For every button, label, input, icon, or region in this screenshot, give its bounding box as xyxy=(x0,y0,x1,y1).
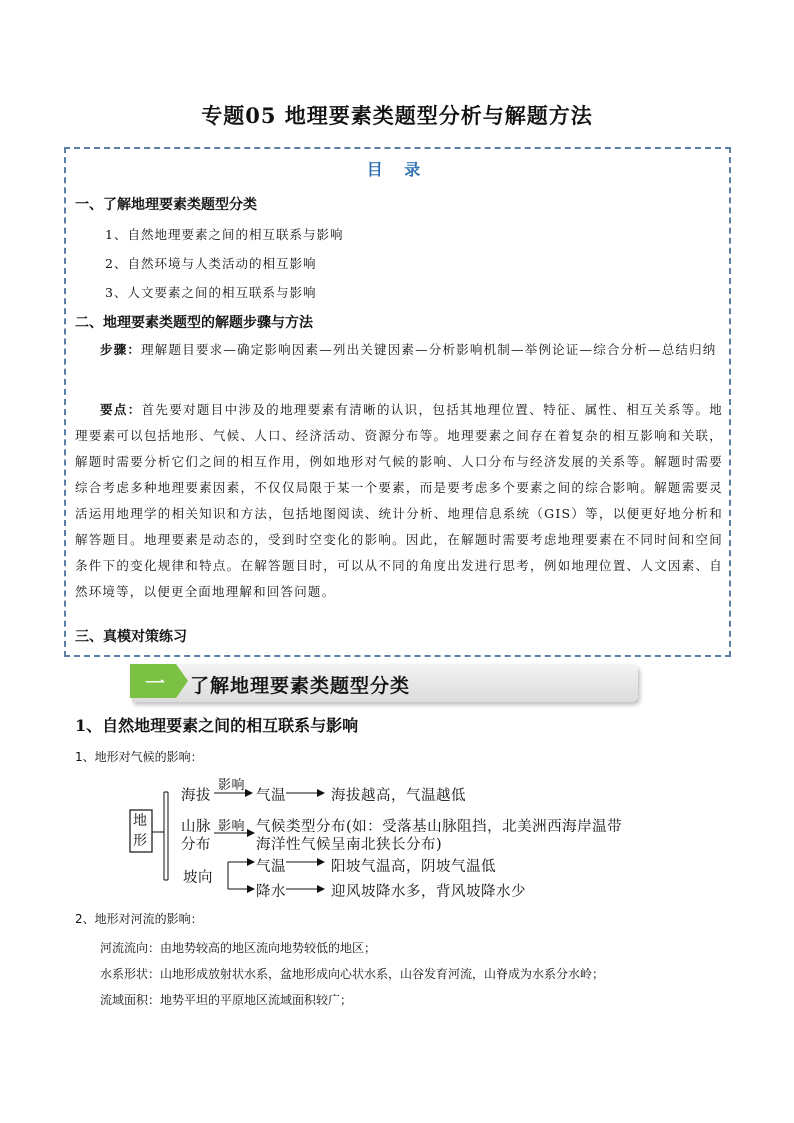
diagram-aspect-temp: 气温 xyxy=(256,859,286,875)
points-label: 要点： xyxy=(100,402,142,417)
diagram-aspect-temp-result: 阳坡气温高，阴坡气温低 xyxy=(331,859,496,875)
root-bracket xyxy=(164,792,168,880)
diagram-mountain-result-1: 气候类型分布(如：受落基山脉阻挡，北美洲西海岸温带 xyxy=(256,819,623,835)
river-line-3: 流域面积：地势平坦的平原地区流域面积较广； xyxy=(100,993,353,1007)
banner-title: 了解地理要素类题型分类 xyxy=(190,675,411,697)
diagram-root: 地形 xyxy=(133,813,148,849)
toc-heading: 目 录 xyxy=(366,160,429,179)
aspect-bracket xyxy=(228,862,252,889)
diagram-distribution: 分布 xyxy=(181,837,211,853)
steps-label: 步骤： xyxy=(100,342,142,357)
sub-heading-2: 2、地形对河流的影响： xyxy=(75,912,203,926)
page-title: 专题05 地理要素类题型分析与解题方法 xyxy=(201,103,593,128)
points-paragraph xyxy=(75,397,723,605)
diagram-altitude: 海拔 xyxy=(181,788,211,804)
section-1-heading: 1、自然地理要素之间的相互联系与影响 xyxy=(75,716,359,735)
toc-section-1: 一、了解地理要素类题型分类 xyxy=(75,197,257,213)
river-line-1: 河流流向：由地势较高的地区流向地势较低的地区； xyxy=(100,941,377,955)
diagram-altitude-temp: 气温 xyxy=(256,788,286,804)
toc-item-3: 3、人文要素之间的相互联系与影响 xyxy=(105,285,317,300)
diagram-aspect-precip: 降水 xyxy=(256,884,286,900)
toc-section-2: 二、地理要素类题型的解题步骤与方法 xyxy=(75,315,313,331)
root-connector xyxy=(152,792,164,880)
diagram-altitude-result: 海拔越高，气温越低 xyxy=(331,788,466,804)
toc-section-3: 三、真模对策练习 xyxy=(75,629,187,645)
diagram-mountain-result-2: 海洋性气候呈南北狭长分布) xyxy=(256,837,443,853)
diagram-aspect-precip-result: 迎风坡降水多，背风坡降水少 xyxy=(331,884,526,900)
diagram-aspect: 坡向 xyxy=(183,870,213,886)
diagram-altitude-label: 影响 xyxy=(218,778,246,793)
banner-arrow-icon xyxy=(176,664,188,698)
toc-item-1: 1、自然地理要素之间的相互联系与影响 xyxy=(105,227,344,242)
river-line-2: 水系形状：山地形成放射状水系，盆地形成向心状水系，山谷发育河流，山脊成为水系分水岭； xyxy=(100,967,605,981)
steps-paragraph xyxy=(75,337,723,363)
points-text: 首先要对题目中涉及的地理要素有清晰的认识，包括其地理位置、特征、属性、相互关系等。地理要素可以包括地形、气候、人口、经济活动、资源分布等。地理要素之间存在着复杂的相互影响和关联，解题时需要分析它们之间的相互作用，例如地形对气候的影响、人口分布与经济发展的关系等。解题时需要综合考虑多种地理要素因素，不仅仅局限于某一个要素，而是要考虑多个要素之间的综合影响。解题需要灵活运用地理学的相关知识和方法，包括地图阅读、统计分析、地理信息系统（GIS）等，以便更好地分析和解答题目。地理要素是动态的，受到时空变化的影响。因此，在解题时需要考虑地理要素在不同时间和空间条件下的变化规律和特点。在解答题目时，可以从不同的角度出发进行思考，例如地理位置、人文因素、自然环境等，以便更全面地理解和回答问题。 xyxy=(75,402,723,599)
diagram-mountain: 山脉 xyxy=(181,819,211,835)
steps-text: 理解题目要求—确定影响因素—列出关键因素—分析影响机制—举例论证—综合分析—总结归纳 xyxy=(141,342,717,357)
diagram-mountain-label: 影响 xyxy=(218,819,246,834)
banner-number: 一 xyxy=(145,671,165,695)
toc-item-2: 2、自然环境与人类活动的相互影响 xyxy=(105,256,317,271)
sub-heading-1: 1、地形对气候的影响： xyxy=(75,750,203,764)
